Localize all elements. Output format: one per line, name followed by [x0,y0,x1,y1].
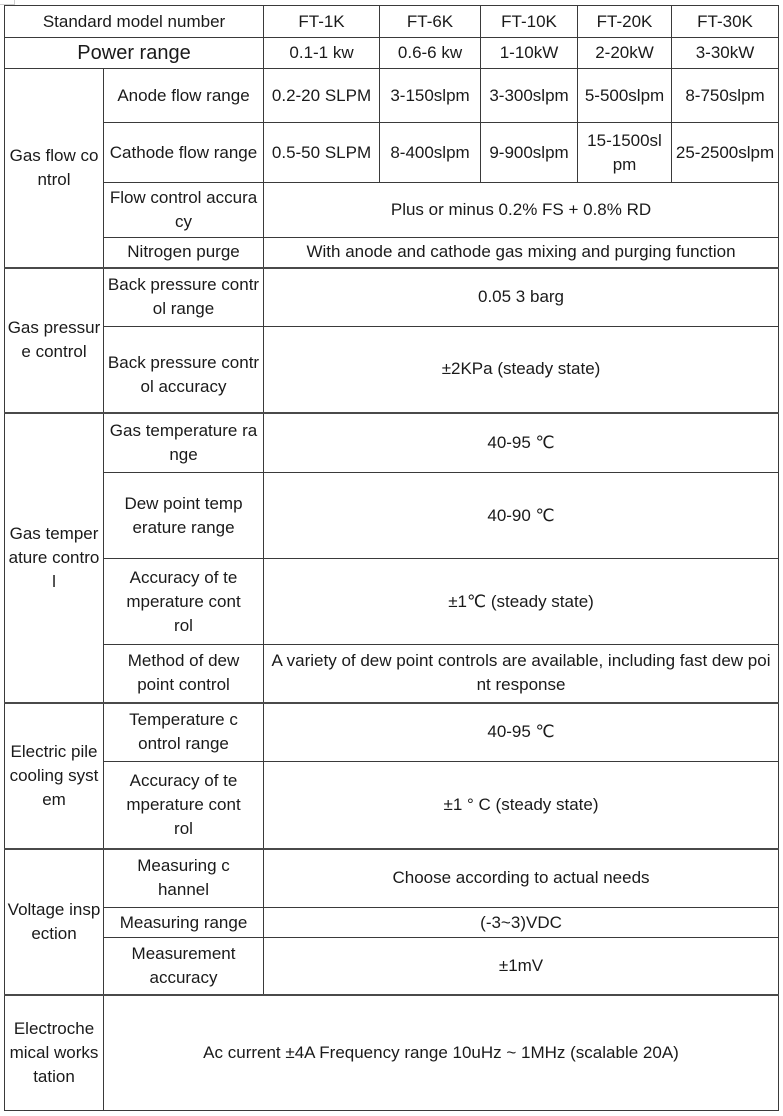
temp-accuracy-label: Accuracy of temperature control [104,559,264,645]
gas-temp-range-value: 40-95 ℃ [264,413,779,473]
dew-point-range-label: Dew point temperature range [104,473,264,559]
anode-flow-ft-1k: 0.2-20 SLPM [264,69,380,123]
power-range-ft-30k: 3-30kW [672,38,779,69]
dew-point-method-label: Method of dew point control [104,645,264,703]
power-range-ft-10k: 1-10kW [481,38,578,69]
measurement-accuracy-row [5,938,779,995]
group-electric-pile-cooling: Electric pile cooling system [5,703,104,849]
cathode-flow-ft-20k: 15-1500slpm [578,123,672,183]
dew-point-method-row [5,645,779,703]
dew-point-range-value: 40-90 ℃ [264,473,779,559]
gas-temp-range-row [5,413,779,473]
cathode-flow-ft-10k: 9-900slpm [481,123,578,183]
anode-flow-row [5,69,779,123]
nitrogen-purge-row [5,238,779,268]
cooling-accuracy-value: ±1 ° C (steady state) [264,762,779,849]
back-pressure-range-value: 0.05 3 barg [264,268,779,327]
dew-point-range-row [5,473,779,559]
cooling-accuracy-label: Accuracy of temperature control [104,762,264,849]
flow-accuracy-row [5,183,779,238]
nitrogen-purge-value: With anode and cathode gas mixing and purging function [264,238,779,268]
header-row [5,6,779,38]
cathode-flow-ft-6k: 8-400slpm [380,123,481,183]
back-pressure-accuracy-label: Back pressure control accuracy [104,327,264,413]
workstation-row [5,995,779,1111]
back-pressure-range-row [5,268,779,327]
group-gas-pressure-control: Gas pressure control [5,268,104,413]
nitrogen-purge-label: Nitrogen purge [104,238,264,268]
power-range-row [5,38,779,69]
power-range-ft-20k: 2-20kW [578,38,672,69]
measuring-range-label: Measuring range [104,908,264,938]
spec-table [4,5,779,1111]
cathode-flow-ft-1k: 0.5-50 SLPM [264,123,380,183]
group-gas-temperature-control: Gas temperature control [5,413,104,703]
anode-flow-ft-30k: 8-750slpm [672,69,779,123]
model-ft-1k: FT-1K [264,6,380,38]
anode-flow-label: Anode flow range [104,69,264,123]
workstation-value: Ac current ±4A Frequency range 10uHz ~ 1MHz (scalable 20A) [104,995,779,1111]
measuring-range-row [5,908,779,938]
measuring-channel-value: Choose according to actual needs [264,849,779,908]
cooling-temp-range-value: 40-95 ℃ [264,703,779,762]
temp-accuracy-row [5,559,779,645]
measuring-range-value: (-3~3)VDC [264,908,779,938]
back-pressure-accuracy-value: ±2KPa (steady state) [264,327,779,413]
cathode-flow-label: Cathode flow range [104,123,264,183]
back-pressure-range-label: Back pressure control range [104,268,264,327]
anode-flow-ft-20k: 5-500slpm [578,69,672,123]
model-ft-20k: FT-20K [578,6,672,38]
power-range-ft-6k: 0.6-6 kw [380,38,481,69]
back-pressure-accuracy-row [5,327,779,413]
model-ft-10k: FT-10K [481,6,578,38]
cooling-accuracy-row [5,762,779,849]
power-range-ft-1k: 0.1-1 kw [264,38,380,69]
flow-accuracy-label: Flow control accuracy [104,183,264,238]
anode-flow-ft-10k: 3-300slpm [481,69,578,123]
cooling-temp-range-row [5,703,779,762]
model-ft-30k: FT-30K [672,6,779,38]
measurement-accuracy-label: Measurement accuracy [104,938,264,995]
power-range-label: Power range [5,38,264,69]
group-voltage-inspection: Voltage inspection [5,849,104,995]
temp-accuracy-value: ±1℃ (steady state) [264,559,779,645]
cooling-temp-range-label: Temperature control range [104,703,264,762]
gas-temp-range-label: Gas temperature range [104,413,264,473]
cathode-flow-ft-30k: 25-2500slpm [672,123,779,183]
anode-flow-ft-6k: 3-150slpm [380,69,481,123]
header-label: Standard model number [5,6,264,38]
measurement-accuracy-value: ±1mV [264,938,779,995]
group-electrochemical-workstation: Electrochemical workstation [5,995,104,1111]
group-gas-flow-control: Gas flow control [5,69,104,268]
cathode-flow-row [5,123,779,183]
dew-point-method-value: A variety of dew point controls are available, including fast dew point response [264,645,779,703]
measuring-channel-label: Measuring channel [104,849,264,908]
model-ft-6k: FT-6K [380,6,481,38]
flow-accuracy-value: Plus or minus 0.2% FS + 0.8% RD [264,183,779,238]
measuring-channel-row [5,849,779,908]
